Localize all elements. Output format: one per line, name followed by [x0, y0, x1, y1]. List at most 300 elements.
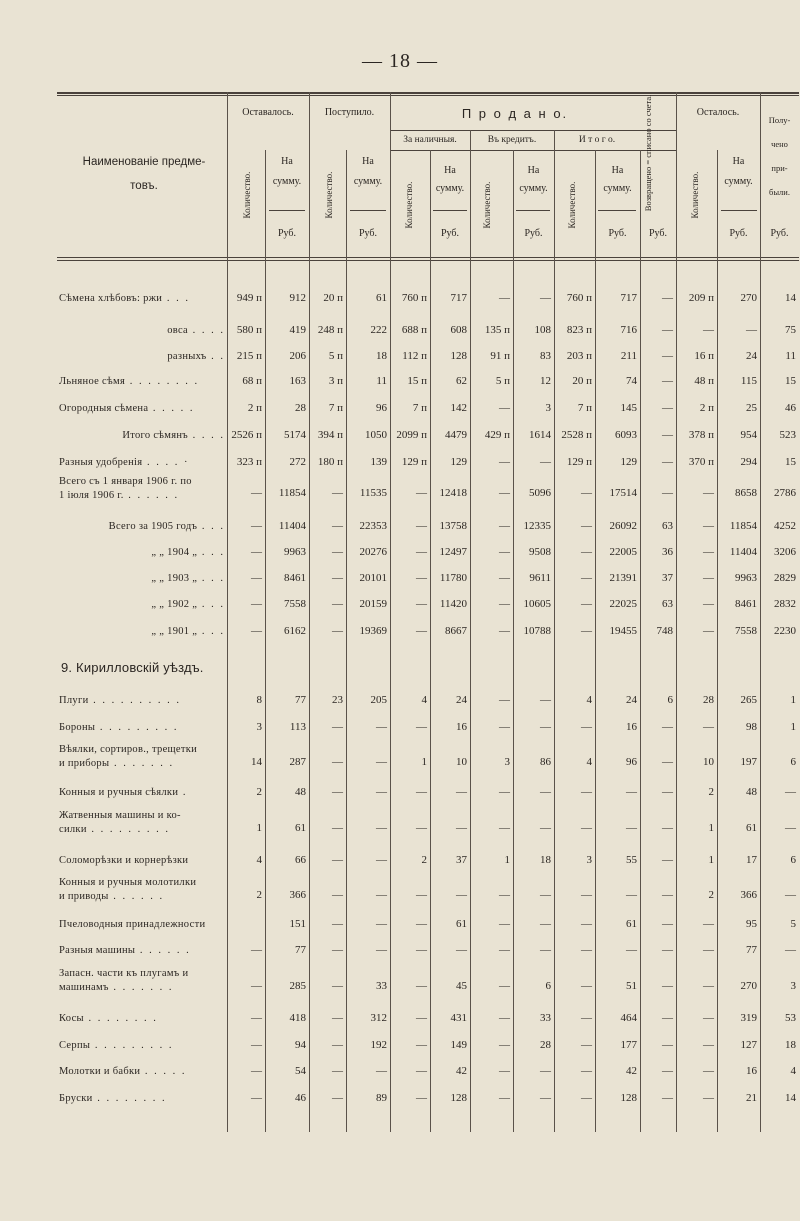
- table-cell: —: [540, 292, 551, 304]
- table-cell: 10788: [523, 625, 551, 637]
- table-cell: 6: [790, 854, 796, 866]
- table-cell: —: [499, 598, 510, 610]
- table-cell: 6093: [615, 429, 637, 441]
- table-cell: —: [332, 786, 343, 798]
- table-cell: —: [332, 1012, 343, 1024]
- table-cell: 61: [746, 822, 757, 834]
- table-cell: —: [332, 598, 343, 610]
- table-cell: —: [332, 822, 343, 834]
- table-cell: —: [540, 786, 551, 798]
- table-cell: 21: [746, 1092, 757, 1104]
- row-label: [59, 402, 225, 416]
- table-cell: 22353: [359, 520, 387, 532]
- row-label-text: Всего за 1905 годъ: [108, 521, 198, 532]
- table-cell: —: [662, 1065, 673, 1077]
- table-cell: 63: [662, 520, 673, 532]
- table-cell: —: [251, 546, 262, 558]
- row-label: [59, 456, 225, 470]
- column-rule: [760, 92, 761, 1132]
- table-cell: —: [456, 944, 467, 956]
- table-cell: 3: [586, 854, 592, 866]
- table-cell: 20276: [359, 546, 387, 558]
- table-cell: —: [251, 1039, 262, 1051]
- table-cell: —: [416, 598, 427, 610]
- table-cell: 688 п: [401, 324, 427, 336]
- table-cell: 77: [295, 694, 306, 706]
- table-cell: —: [499, 456, 510, 468]
- table-cell: —: [540, 456, 551, 468]
- table-cell: —: [332, 520, 343, 532]
- table-cell: 20159: [359, 598, 387, 610]
- table-cell: —: [332, 756, 343, 768]
- table-cell: —: [251, 944, 262, 956]
- table-cell: —: [456, 889, 467, 901]
- table-cell: —: [662, 292, 673, 304]
- table-cell: —: [499, 980, 510, 992]
- table-cell: —: [456, 786, 467, 798]
- table-cell: 48: [295, 786, 306, 798]
- table-cell: 16: [626, 721, 637, 733]
- table-cell: 760 п: [401, 292, 427, 304]
- table-cell: 75: [785, 324, 796, 336]
- table-cell: 3: [504, 756, 510, 768]
- table-cell: 9611: [529, 572, 551, 584]
- row-label-text: Разныя машины: [59, 945, 136, 956]
- table-cell: —: [416, 721, 427, 733]
- row-leader-dots: . . . . . .: [108, 891, 165, 902]
- table-cell: —: [376, 918, 387, 930]
- table-cell: 270: [740, 980, 757, 992]
- table-cell: 74: [626, 375, 637, 387]
- table-cell: —: [581, 980, 592, 992]
- table-cell: —: [416, 546, 427, 558]
- na-summu-2: На сумму.: [353, 156, 383, 187]
- table-cell: 323 п: [236, 456, 262, 468]
- table-cell: —: [626, 786, 637, 798]
- table-cell: 1: [708, 854, 714, 866]
- table-cell: —: [332, 572, 343, 584]
- table-cell: —: [499, 625, 510, 637]
- table-cell: —: [662, 1012, 673, 1024]
- table-cell: —: [332, 1092, 343, 1104]
- table-cell: —: [540, 918, 551, 930]
- rub-1: Руб.: [277, 228, 297, 239]
- table-cell: 12497: [439, 546, 467, 558]
- table-cell: 717: [450, 292, 467, 304]
- table-cell: 11404: [729, 546, 757, 558]
- table-cell: 2526 п: [231, 429, 262, 441]
- table-cell: 127: [740, 1039, 757, 1051]
- table-cell: 2829: [774, 572, 796, 584]
- table-cell: 62: [456, 375, 467, 387]
- table-cell: 1: [504, 854, 510, 866]
- table-cell: 21391: [609, 572, 637, 584]
- table-cell: 287: [289, 756, 306, 768]
- table-cell: —: [416, 625, 427, 637]
- table-cell: —: [662, 402, 673, 414]
- table-cell: —: [703, 487, 714, 499]
- row-label-text: Конныя и ручныя сѣялки: [59, 787, 179, 798]
- table-cell: —: [581, 822, 592, 834]
- na-summu-6: На сумму.: [724, 156, 753, 187]
- table-cell: —: [251, 520, 262, 532]
- table-cell: 96: [376, 402, 387, 414]
- row-label-text: „ „ 1904 „: [151, 547, 198, 558]
- table-cell: 16: [456, 721, 467, 733]
- table-cell: 14: [251, 756, 262, 768]
- rub-8: Руб.: [770, 228, 789, 239]
- table-cell: —: [376, 786, 387, 798]
- table-cell: 18: [540, 854, 551, 866]
- table-cell: 2528 п: [561, 429, 592, 441]
- table-cell: 4: [790, 1065, 796, 1077]
- kol-label-6: Количество.: [690, 171, 700, 219]
- table-cell: —: [662, 350, 673, 362]
- col-ostalos: Осталось.: [696, 107, 740, 118]
- table-cell: —: [416, 889, 427, 901]
- table-cell: 10: [456, 756, 467, 768]
- table-cell: —: [703, 721, 714, 733]
- row-label: [59, 292, 225, 306]
- table-cell: 129: [450, 456, 467, 468]
- table-cell: —: [499, 402, 510, 414]
- row-label: [59, 809, 225, 837]
- table-cell: 9963: [284, 546, 306, 558]
- table-cell: 8667: [445, 625, 467, 637]
- table-cell: 206: [289, 350, 306, 362]
- row-leader-dots: . . . . . .: [135, 945, 191, 956]
- table-cell: 94: [295, 1039, 306, 1051]
- table-cell: —: [662, 756, 673, 768]
- table-cell: —: [703, 1039, 714, 1051]
- table-cell: 10605: [523, 598, 551, 610]
- table-cell: 2832: [774, 598, 796, 610]
- table-cell: 51: [626, 980, 637, 992]
- col-name-header: Наименованіе предме- товъ.: [82, 156, 206, 192]
- table-cell: 61: [626, 918, 637, 930]
- table-cell: 14: [785, 292, 796, 304]
- table-cell: 128: [620, 1092, 637, 1104]
- table-cell: 9508: [529, 546, 551, 558]
- row-label-text: Соломорѣзки и корнерѣзки: [59, 855, 189, 866]
- table-cell: 63: [662, 598, 673, 610]
- table-cell: 10: [703, 756, 714, 768]
- table-cell: 12335: [523, 520, 551, 532]
- table-cell: 14: [785, 1092, 796, 1104]
- row-label-text: Льняное сѣмя: [59, 376, 126, 387]
- table-cell: 177: [620, 1039, 637, 1051]
- table-cell: 270: [740, 292, 757, 304]
- table-cell: 7558: [735, 625, 757, 637]
- table-cell: 11854: [729, 520, 757, 532]
- table-cell: —: [703, 1092, 714, 1104]
- col-za-nalichnye: За наличныя.: [403, 135, 457, 145]
- table-cell: —: [662, 375, 673, 387]
- table-cell: —: [581, 625, 592, 637]
- table-cell: 142: [450, 402, 467, 414]
- table-cell: 42: [456, 1065, 467, 1077]
- table-cell: 83: [540, 350, 551, 362]
- row-leader-dots: . . . . . . . . .: [86, 824, 170, 835]
- table-cell: 19455: [609, 625, 637, 637]
- table-cell: 48: [746, 786, 757, 798]
- table-cell: 9963: [735, 572, 757, 584]
- row-leader-dots: . . . . .: [140, 1066, 187, 1077]
- table-cell: 717: [620, 292, 637, 304]
- table-cell: 5174: [284, 429, 306, 441]
- na-summu-4: На сумму.: [519, 165, 548, 194]
- row-leader-dots: . . . . . . . . .: [95, 722, 179, 733]
- table-cell: —: [416, 1092, 427, 1104]
- table-cell: —: [251, 1065, 262, 1077]
- table-cell: —: [416, 572, 427, 584]
- table-cell: 2 п: [247, 402, 262, 414]
- row-label: [59, 1039, 225, 1053]
- kol-label-2: Количество.: [324, 171, 334, 219]
- table-cell: —: [662, 786, 673, 798]
- table-cell: —: [703, 520, 714, 532]
- table-cell: 128: [450, 1092, 467, 1104]
- table-cell: 4252: [774, 520, 796, 532]
- table-cell: 5 п: [495, 375, 510, 387]
- na-summu-3: На сумму.: [435, 165, 465, 194]
- table-cell: 20 п: [323, 292, 343, 304]
- row-leader-dots: . .: [206, 351, 225, 362]
- table-cell: —: [581, 1092, 592, 1104]
- table-cell: 1: [790, 721, 796, 733]
- table-cell: 2: [256, 786, 262, 798]
- table-cell: —: [703, 625, 714, 637]
- table-cell: 8: [256, 694, 262, 706]
- row-label-text: Итого сѣмянъ: [122, 430, 188, 441]
- table-cell: 15: [785, 456, 796, 468]
- table-cell: —: [540, 694, 551, 706]
- table-cell: 28: [703, 694, 714, 706]
- row-label-text: „ „ 1903 „: [151, 573, 198, 584]
- table-cell: —: [376, 822, 387, 834]
- section-title: 9. Кирилловскій уѣздъ.: [61, 660, 204, 675]
- table-cell: 24: [456, 694, 467, 706]
- table-cell: 7 п: [328, 402, 343, 414]
- table-cell: 366: [740, 889, 757, 901]
- table-cell: —: [251, 572, 262, 584]
- col-ostavalos: Оставалось.: [242, 107, 294, 118]
- statistics-table: [57, 92, 799, 1132]
- table-cell: 949 п: [236, 292, 262, 304]
- table-cell: —: [540, 1065, 551, 1077]
- table-cell: —: [416, 822, 427, 834]
- table-cell: —: [662, 822, 673, 834]
- table-cell: —: [499, 694, 510, 706]
- column-rule: [390, 92, 391, 1132]
- table-cell: 45: [456, 980, 467, 992]
- row-label-text: Запасн. части къ плугамъ и машинамъ: [59, 968, 189, 993]
- table-cell: —: [332, 918, 343, 930]
- table-cell: 28: [540, 1039, 551, 1051]
- table-cell: 7558: [284, 598, 306, 610]
- row-label: [59, 876, 225, 904]
- table-cell: 37: [456, 854, 467, 866]
- table-cell: 760 п: [566, 292, 592, 304]
- table-cell: 823 п: [566, 324, 592, 336]
- table-cell: —: [662, 944, 673, 956]
- table-cell: —: [703, 944, 714, 956]
- table-cell: 22025: [609, 598, 637, 610]
- table-cell: 429 п: [484, 429, 510, 441]
- table-cell: 197: [740, 756, 757, 768]
- table-cell: 16: [746, 1065, 757, 1077]
- table-cell: 4: [586, 756, 592, 768]
- kol-label-5: Количество.: [567, 181, 577, 229]
- row-leader-dots: . . . . . . .: [108, 982, 174, 993]
- row-label: [59, 918, 225, 932]
- table-cell: 203 п: [566, 350, 592, 362]
- table-cell: 8658: [735, 487, 757, 499]
- row-label: [59, 743, 225, 771]
- row-label: [59, 520, 225, 534]
- table-cell: —: [251, 980, 262, 992]
- table-cell: 419: [289, 324, 306, 336]
- table-cell: —: [581, 520, 592, 532]
- row-label-text: разныхъ: [167, 351, 207, 362]
- table-cell: —: [703, 598, 714, 610]
- table-cell: 6: [545, 980, 551, 992]
- table-cell: 580 п: [236, 324, 262, 336]
- row-leader-dots: . . . . . . . .: [125, 376, 200, 387]
- table-cell: 24: [746, 350, 757, 362]
- row-leader-dots: . . .: [197, 573, 225, 584]
- table-cell: 222: [370, 324, 387, 336]
- table-cell: 209 п: [688, 292, 714, 304]
- table-cell: 96: [626, 756, 637, 768]
- table-cell: —: [581, 889, 592, 901]
- table-cell: —: [416, 487, 427, 499]
- table-cell: 265: [740, 694, 757, 706]
- table-cell: —: [662, 324, 673, 336]
- table-cell: 18: [376, 350, 387, 362]
- row-label: [59, 350, 225, 364]
- table-cell: —: [540, 721, 551, 733]
- table-cell: —: [703, 918, 714, 930]
- table-cell: —: [540, 1092, 551, 1104]
- table-cell: 2230: [774, 625, 796, 637]
- table-cell: —: [581, 721, 592, 733]
- table-cell: 129 п: [401, 456, 427, 468]
- table-cell: 20101: [359, 572, 387, 584]
- table-cell: 464: [620, 1012, 637, 1024]
- col-itogo: И т о г о.: [578, 135, 616, 145]
- table-cell: —: [581, 487, 592, 499]
- na-summu-1: На сумму.: [272, 156, 302, 187]
- table-cell: 205: [370, 694, 387, 706]
- table-cell: —: [662, 487, 673, 499]
- table-cell: 86: [540, 756, 551, 768]
- row-leader-dots: .: [178, 787, 188, 798]
- table-cell: 912: [289, 292, 306, 304]
- table-cell: —: [499, 1065, 510, 1077]
- table-cell: 418: [289, 1012, 306, 1024]
- col-postupilo: Поступило.: [324, 107, 375, 118]
- table-cell: 149: [450, 1039, 467, 1051]
- row-label: [59, 944, 225, 958]
- table-cell: —: [332, 980, 343, 992]
- table-cell: 4: [421, 694, 427, 706]
- table-cell: —: [746, 324, 757, 336]
- table-cell: —: [703, 572, 714, 584]
- table-cell: —: [499, 721, 510, 733]
- table-cell: —: [416, 1012, 427, 1024]
- row-label-text: Сѣмена хлѣбовъ: ржи: [59, 293, 163, 304]
- column-rule: [676, 92, 677, 1132]
- rub-2: Руб.: [358, 228, 378, 239]
- row-label-text: Жатвенныя машины и ко- силки: [59, 810, 181, 835]
- table-cell: 22005: [609, 546, 637, 558]
- table-cell: —: [499, 944, 510, 956]
- row-leader-dots: . . . . . . . . .: [90, 1040, 174, 1051]
- table-cell: —: [499, 292, 510, 304]
- table-cell: 6: [790, 756, 796, 768]
- table-cell: 3: [256, 721, 262, 733]
- table-cell: 272: [289, 456, 306, 468]
- row-label: [59, 1092, 225, 1106]
- table-cell: —: [626, 822, 637, 834]
- row-leader-dots: . . .: [197, 626, 225, 637]
- table-cell: 3: [545, 402, 551, 414]
- vozvrashcheno-label: Возвращено = списано со счета.: [643, 94, 653, 212]
- table-cell: 12418: [439, 487, 467, 499]
- table-cell: 112 п: [402, 350, 427, 362]
- table-cell: —: [416, 918, 427, 930]
- table-cell: 11780: [439, 572, 467, 584]
- table-cell: 13758: [439, 520, 467, 532]
- table-cell: —: [703, 546, 714, 558]
- table-cell: —: [332, 721, 343, 733]
- row-label-text: Косы: [59, 1013, 84, 1024]
- table-cell: 2: [421, 854, 427, 866]
- table-cell: —: [626, 889, 637, 901]
- table-cell: 8461: [284, 572, 306, 584]
- row-label: [59, 429, 225, 443]
- table-cell: 2786: [774, 487, 796, 499]
- table-cell: 370 п: [688, 456, 714, 468]
- row-leader-dots: . . .: [197, 599, 225, 610]
- table-cell: —: [499, 786, 510, 798]
- row-leader-dots: . . . . . . . .: [83, 1013, 158, 1024]
- table-cell: 1: [790, 694, 796, 706]
- table-cell: 6: [667, 694, 673, 706]
- row-leader-dots: . . . .: [188, 325, 225, 336]
- table-cell: —: [416, 944, 427, 956]
- table-cell: 15: [785, 375, 796, 387]
- col-prodano: П р о д а н о.: [461, 106, 569, 121]
- column-rule: [309, 92, 310, 1132]
- row-leader-dots: . . . . . .: [123, 490, 180, 501]
- table-cell: 3: [790, 980, 796, 992]
- table-cell: 135 п: [484, 324, 510, 336]
- table-cell: 33: [376, 980, 387, 992]
- table-cell: 46: [295, 1092, 306, 1104]
- table-cell: —: [662, 429, 673, 441]
- table-cell: 394 п: [317, 429, 343, 441]
- table-cell: 18: [785, 1039, 796, 1051]
- table-cell: 129: [620, 456, 637, 468]
- table-cell: 4: [586, 694, 592, 706]
- table-cell: —: [581, 918, 592, 930]
- table-cell: —: [540, 889, 551, 901]
- row-label-text: Конныя и ручныя молотилки и приводы: [59, 877, 197, 902]
- table-cell: —: [332, 889, 343, 901]
- rub-5: Руб.: [608, 228, 627, 239]
